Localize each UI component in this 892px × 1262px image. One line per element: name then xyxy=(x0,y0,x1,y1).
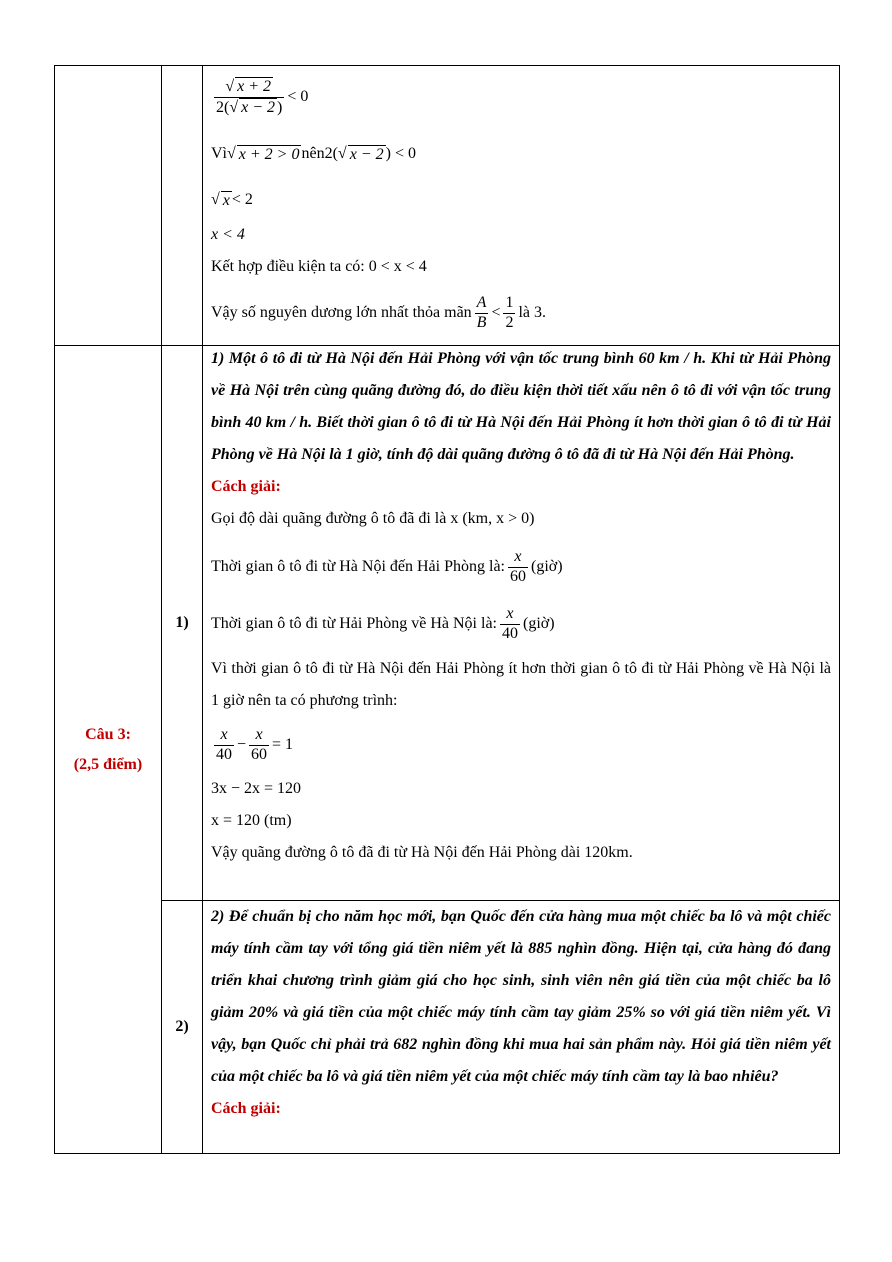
question-label-cell xyxy=(55,346,162,1154)
equation-step: 3x − 2x = 120 xyxy=(211,780,302,797)
equation-line: $\frac{x}{40}$ − $\frac{x}{60}$ = 1 xyxy=(216,726,294,763)
sqrt-line: √ x < 2 xyxy=(211,191,253,209)
method-heading: Cách giải: xyxy=(211,1100,281,1117)
time2-line: Thời gian ô tô đi từ Hải Phòng về Hà Nội là: $\frac{x}{40}$ (giờ) xyxy=(211,605,555,642)
solution-cell xyxy=(203,66,840,346)
conclusion-text: Vậy quãng đường ô tô đã đi từ Hà Nội đến Hải Phòng dài 120km. xyxy=(211,844,633,861)
question-label: Câu 3: xyxy=(85,725,131,743)
question-points: (2,5 điểm) xyxy=(73,755,143,773)
let-line: Gọi độ dài quãng đường ô tô đã đi là x (km, x > 0) xyxy=(211,510,535,527)
fraction: $\frac{1}{2}$ xyxy=(505,294,514,331)
time1-line: Thời gian ô tô đi từ Hà Nội đến Hải Phòng là: $\frac{x}{60}$ (giờ) xyxy=(211,548,563,585)
part-number: 1) xyxy=(162,346,203,901)
reason-text: Vì thời gian ô tô đi từ Hà Nội đến Hải Phòng ít hơn thời gian ô tô đi từ Hải Phòng về Hà Nội là 1 giờ nên ta có phương trình: xyxy=(211,660,831,709)
solution-cell xyxy=(203,901,840,1154)
answer-table xyxy=(54,65,840,1154)
equation-result: x = 120 (tm) xyxy=(211,812,292,829)
conclusion-line: Vậy số nguyên dương lớn nhất thỏa mãn $\frac{A}{B}$ < $\frac{1}{2}$ là 3. xyxy=(211,294,547,331)
fraction: $\frac{x}{40}$ xyxy=(216,726,232,763)
inequality-line: $\frac{√ x + 2}{2(√ x - 2 )}$ < 0 xyxy=(216,78,309,116)
fraction: $\frac{A}{B}$ xyxy=(476,294,487,331)
fraction: $\frac{x}{60}$ xyxy=(251,726,268,763)
table-row xyxy=(55,346,840,901)
empty-cell xyxy=(162,66,203,346)
fraction: $\frac{x}{60}$ xyxy=(509,548,526,585)
table-row xyxy=(55,66,840,346)
problem-text: 1) Một ô tô đi từ Hà Nội đến Hải Phòng với vận tốc trung bình 60 km / h. Khi từ Hải Phòng về Hà Nội trên cùng quãng đường đó, do điều kiện thời tiết xấu nên ô tô đi với vận tốc trung bình 40 km / h. Biết thời gian ô tô đi từ Hà Nội đến Hải Phòng ít hơn thời gian ô tô đi từ Hải Phòng về Hà Nội là 1 giờ, tính độ dài quãng đường ô tô đã đi từ Hà Nội đến Hải Phòng. xyxy=(211,350,831,463)
method-heading: Cách giải: xyxy=(211,478,281,495)
part-number: 2) xyxy=(162,901,203,1154)
result-line: x < 4 xyxy=(211,226,245,243)
solution-cell xyxy=(203,346,840,901)
fraction: $\frac{x}{40}$ xyxy=(501,605,518,642)
table-row xyxy=(55,901,840,1154)
combine-line: Kết hợp điều kiện ta có: 0 < x < 4 xyxy=(211,258,427,275)
condition-line: Vì √ x + 2 > 0 nên 2( √ x − 2 ) < 0 xyxy=(211,145,416,163)
problem-text: 2) Để chuẩn bị cho năm học mới, bạn Quốc đến cửa hàng mua một chiếc ba lô và một chiếc máy tính cầm tay với tổng giá tiền niêm yết là 885 nghìn đồng. Hiện tại, cửa hàng đó đang triển khai chương trình giảm giá cho học sinh, sinh viên nên giá tiền của một chiếc ba lô giảm 20% và giá tiền của một chiếc máy tính cầm tay giảm 25% so với giá tiền niêm yết. Vì vậy, bạn Quốc chỉ phải trả 682 nghìn đồng khi mua hai sản phẩm này. Hỏi giá tiền niêm yết của một chiếc ba lô và giá tiền niêm yết của một chiếc máy tính cầm tay là bao nhiêu? xyxy=(211,908,831,1085)
fraction: $\frac{√ x + 2}{2(√ x - 2 )}$ xyxy=(216,78,283,116)
empty-cell xyxy=(55,66,162,346)
